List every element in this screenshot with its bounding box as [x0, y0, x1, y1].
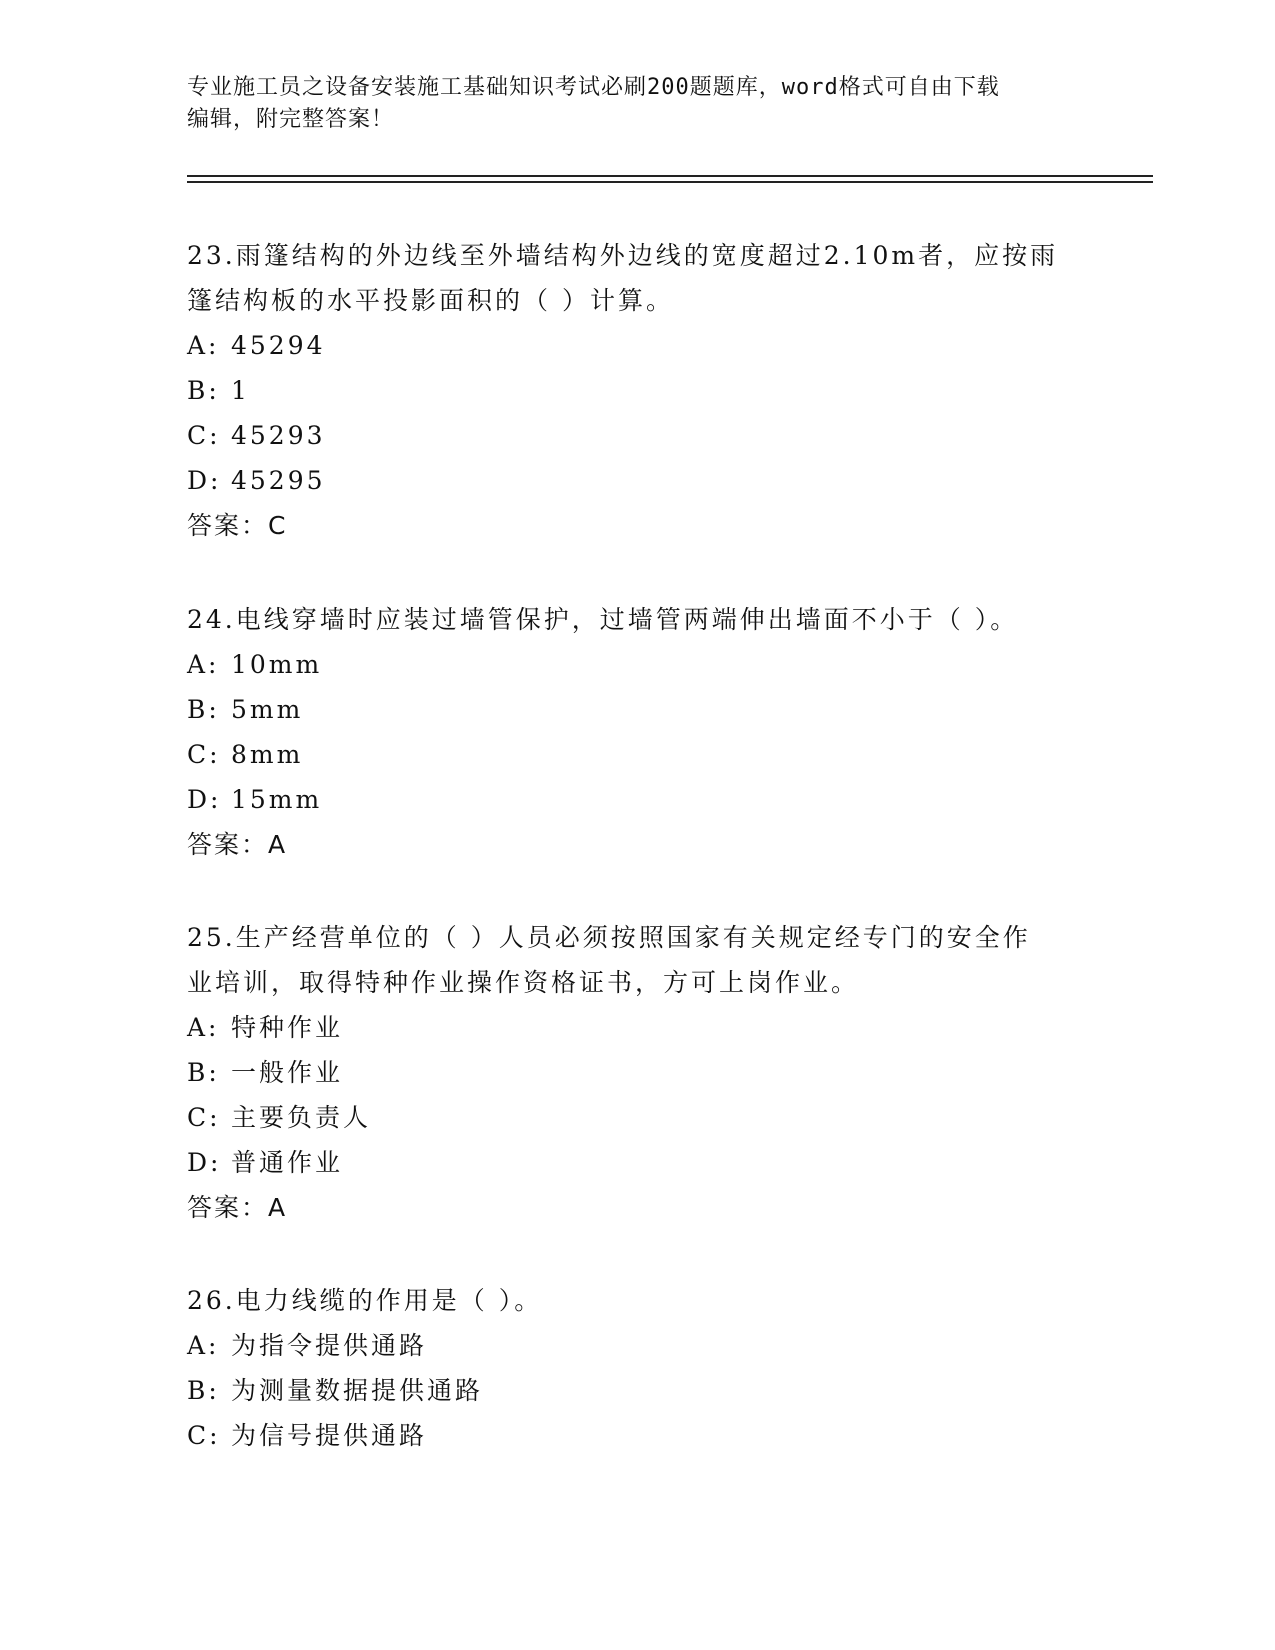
- option-text: 为指令提供通路: [231, 1331, 428, 1360]
- option-text: 特种作业: [231, 1013, 344, 1042]
- option-a: [187, 323, 1087, 368]
- option-letter: D:: [187, 1148, 222, 1177]
- question-24: [187, 597, 1087, 867]
- question-25: [187, 915, 1087, 1230]
- option-c: [187, 732, 1087, 777]
- option-d: [187, 458, 1087, 503]
- answer-line: 答案：C: [187, 511, 288, 540]
- header-title-line-1: 专业施工员之设备安装施工基础知识考试必刷200题题库，word格式可自由下载: [187, 75, 1000, 100]
- option-text: 为测量数据提供通路: [231, 1376, 484, 1405]
- option-letter: A:: [187, 1013, 220, 1042]
- option-letter: A:: [187, 650, 220, 679]
- document-header: [187, 72, 1087, 136]
- option-letter: C:: [187, 1421, 221, 1450]
- option-letter: C:: [187, 1103, 221, 1132]
- option-letter: A:: [187, 331, 220, 360]
- option-b: [187, 687, 1087, 732]
- question-23: [187, 233, 1087, 548]
- option-text: 45295: [231, 466, 326, 495]
- option-letter: C:: [187, 421, 221, 450]
- option-text: 普通作业: [231, 1148, 344, 1177]
- option-text: 45293: [231, 421, 326, 450]
- header-divider-bottom: [187, 181, 1153, 183]
- question-stem-line: 25.生产经营单位的（ ）人员必须按照国家有关规定经专门的安全作: [187, 923, 1031, 952]
- answer-line: 答案：A: [187, 1193, 288, 1222]
- option-letter: B:: [187, 1058, 220, 1087]
- option-b: [187, 1050, 1087, 1095]
- option-d: [187, 777, 1087, 822]
- option-a: [187, 1005, 1087, 1050]
- option-letter: B:: [187, 376, 220, 405]
- option-text: 1: [231, 376, 250, 405]
- answer-line: 答案：A: [187, 830, 288, 859]
- option-b: [187, 368, 1087, 413]
- option-letter: D:: [187, 466, 222, 495]
- option-text: 10mm: [231, 650, 323, 679]
- question-stem-line: 业培训，取得特种作业操作资格证书，方可上岗作业。: [187, 968, 860, 997]
- question-stem-line: 篷结构板的水平投影面积的（ ）计算。: [187, 286, 674, 315]
- option-text: 5mm: [231, 695, 304, 724]
- option-text: 8mm: [231, 740, 304, 769]
- question-stem-line: 24.电线穿墙时应装过墙管保护，过墙管两端伸出墙面不小于（ ）。: [187, 605, 1019, 634]
- option-a: [187, 1323, 1087, 1368]
- question-stem-line: 23.雨篷结构的外边线至外墙结构外边线的宽度超过2.10m者，应按雨: [187, 241, 1059, 270]
- option-b: [187, 1368, 1087, 1413]
- option-d: [187, 1140, 1087, 1185]
- option-letter: A:: [187, 1331, 220, 1360]
- option-text: 主要负责人: [231, 1103, 372, 1132]
- option-letter: D:: [187, 785, 222, 814]
- question-26: [187, 1278, 1087, 1458]
- option-letter: C:: [187, 740, 221, 769]
- option-c: [187, 1095, 1087, 1140]
- option-text: 15mm: [231, 785, 323, 814]
- option-a: [187, 642, 1087, 687]
- option-c: [187, 1413, 1087, 1458]
- header-divider-top: [187, 175, 1153, 177]
- option-letter: B:: [187, 1376, 220, 1405]
- header-title-line-2: 编辑，附完整答案！: [187, 107, 395, 132]
- option-text: 45294: [231, 331, 326, 360]
- option-letter: B:: [187, 695, 220, 724]
- question-stem-line: 26.电力线缆的作用是（ ）。: [187, 1286, 543, 1315]
- option-c: [187, 413, 1087, 458]
- option-text: 为信号提供通路: [231, 1421, 428, 1450]
- option-text: 一般作业: [231, 1058, 344, 1087]
